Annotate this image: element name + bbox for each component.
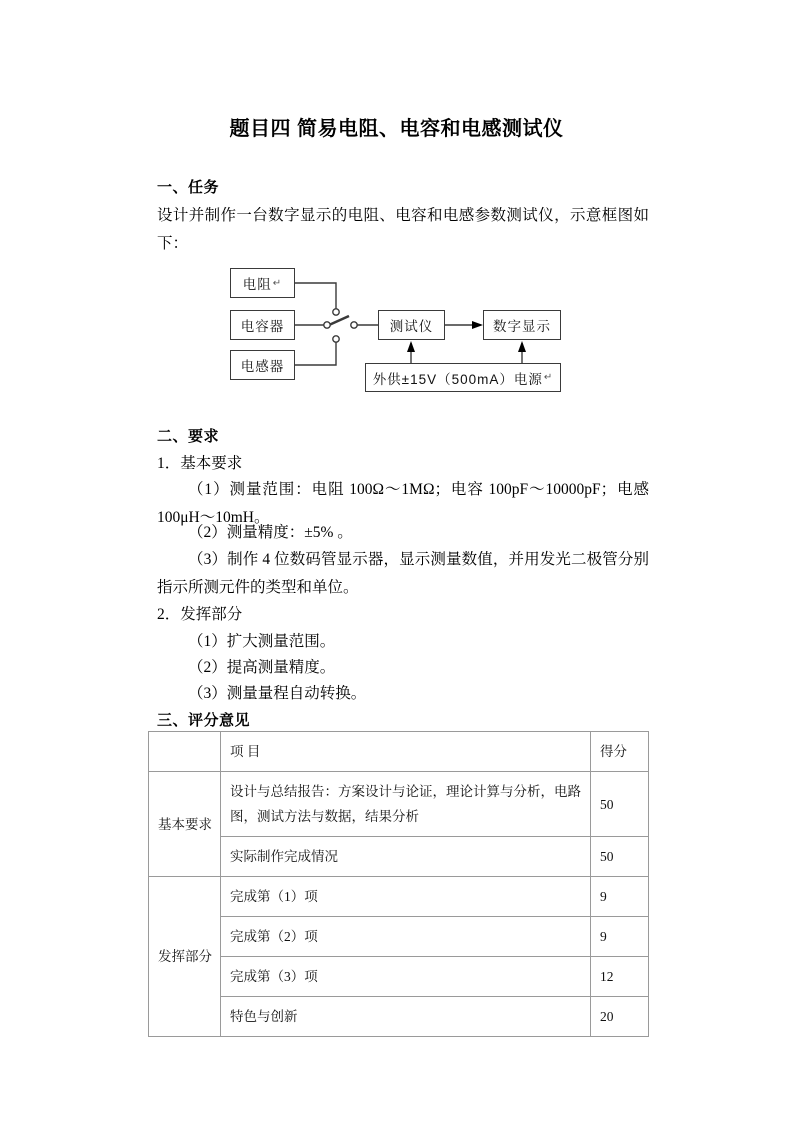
diagram-box-resistor bbox=[230, 268, 295, 298]
basic-requirement-item-1: （1）测量范围：电阻 100Ω～1MΩ；电容 100pF～10000pF；电感 100μH～10mH。 bbox=[157, 481, 649, 526]
table-cell-item: 实际制作完成情况 bbox=[221, 837, 591, 877]
diagram-label-inductor: 电感器 bbox=[240, 359, 285, 374]
heading-task: 一、任务 bbox=[157, 179, 220, 196]
wire-inductor bbox=[295, 337, 336, 365]
paragraph-task-description: 设计并制作一台数字显示的电阻、电容和电感参数测试仪，示意框图如下： bbox=[157, 207, 649, 252]
diagram-label-display: 数字显示 bbox=[493, 319, 551, 334]
switch-contact-resistor bbox=[333, 309, 339, 315]
extended-requirement-item-1: （1）扩大测量范围。 bbox=[188, 633, 336, 650]
basic-requirement-item-3: （3）制作 4 位数码管显示器，显示测量数值，并用发光二极管分别指示所测元件的类型和单位。 bbox=[157, 551, 649, 596]
table-cell-item: 设计与总结报告：方案设计与论证，理论计算与分析，电路图，测试方法与数据，结果分析 bbox=[221, 772, 591, 837]
table-cell-item: 特色与创新 bbox=[221, 997, 591, 1037]
arrowhead-power-display bbox=[518, 341, 526, 352]
diagram-box-inductor bbox=[230, 350, 295, 380]
switch-contact-inductor bbox=[333, 336, 339, 342]
diagram-label-resistor: 电阻 bbox=[242, 277, 272, 292]
table-cell-item: 完成第（1）项 bbox=[221, 877, 591, 917]
diagram-box-display bbox=[483, 310, 561, 340]
table-header-item: 项 目 bbox=[221, 732, 591, 772]
basic-requirement-item-2: （2）测量精度：±5% 。 bbox=[188, 524, 353, 541]
arrowhead-to-display bbox=[472, 321, 483, 329]
heading-requirements: 二、要求 bbox=[157, 428, 220, 445]
switch-blade bbox=[329, 316, 349, 325]
diagram-box-capacitor bbox=[230, 310, 295, 340]
table-cell-score: 9 bbox=[591, 917, 649, 957]
label-basic-requirements: 1．基本要求 bbox=[157, 455, 243, 472]
table-row bbox=[149, 877, 649, 917]
diagram-label-tester: 测试仪 bbox=[389, 319, 434, 334]
diagram-box-tester bbox=[378, 310, 445, 340]
table-row bbox=[149, 917, 649, 957]
table-cell-score: 12 bbox=[591, 957, 649, 997]
table-header-score: 得分 bbox=[591, 732, 649, 772]
wire-resistor bbox=[295, 283, 336, 313]
table-cell-category-extended: 发挥部分 bbox=[149, 877, 221, 1037]
extended-requirement-item-3: （3）测量量程自动转换。 bbox=[188, 685, 367, 702]
table-row bbox=[149, 997, 649, 1037]
table-cell-score: 20 bbox=[591, 997, 649, 1037]
table-cell-category-basic: 基本要求 bbox=[149, 772, 221, 877]
extended-requirement-item-2: （2）提高测量精度。 bbox=[188, 659, 336, 676]
table-cell-item: 完成第（2）项 bbox=[221, 917, 591, 957]
diagram-label-power-supply: 外供±15V（500mA）电源 bbox=[372, 371, 543, 387]
table-row bbox=[149, 957, 649, 997]
table-row bbox=[149, 772, 649, 837]
table-cell-score: 50 bbox=[591, 772, 649, 837]
table-header-row bbox=[149, 732, 649, 772]
diagram-box-power-supply bbox=[365, 363, 561, 392]
table-header-empty bbox=[149, 732, 221, 772]
page-title: 题目四 简易电阻、电容和电感测试仪 bbox=[229, 118, 564, 140]
table-cell-score: 9 bbox=[591, 877, 649, 917]
pilcrow-icon: ↵ bbox=[272, 277, 283, 289]
table-cell-score: 50 bbox=[591, 837, 649, 877]
table-cell-item: 完成第（3）项 bbox=[221, 957, 591, 997]
scoring-table bbox=[148, 731, 649, 1037]
table-row bbox=[149, 837, 649, 877]
arrowhead-power-tester bbox=[407, 341, 415, 352]
switch-contact-capacitor bbox=[324, 322, 330, 328]
label-extended-requirements: 2．发挥部分 bbox=[157, 606, 243, 623]
heading-scoring: 三、评分意见 bbox=[157, 712, 251, 729]
diagram-label-capacitor: 电容器 bbox=[240, 319, 285, 334]
pilcrow-icon: ↵ bbox=[543, 372, 554, 383]
switch-common-pole bbox=[351, 322, 357, 328]
